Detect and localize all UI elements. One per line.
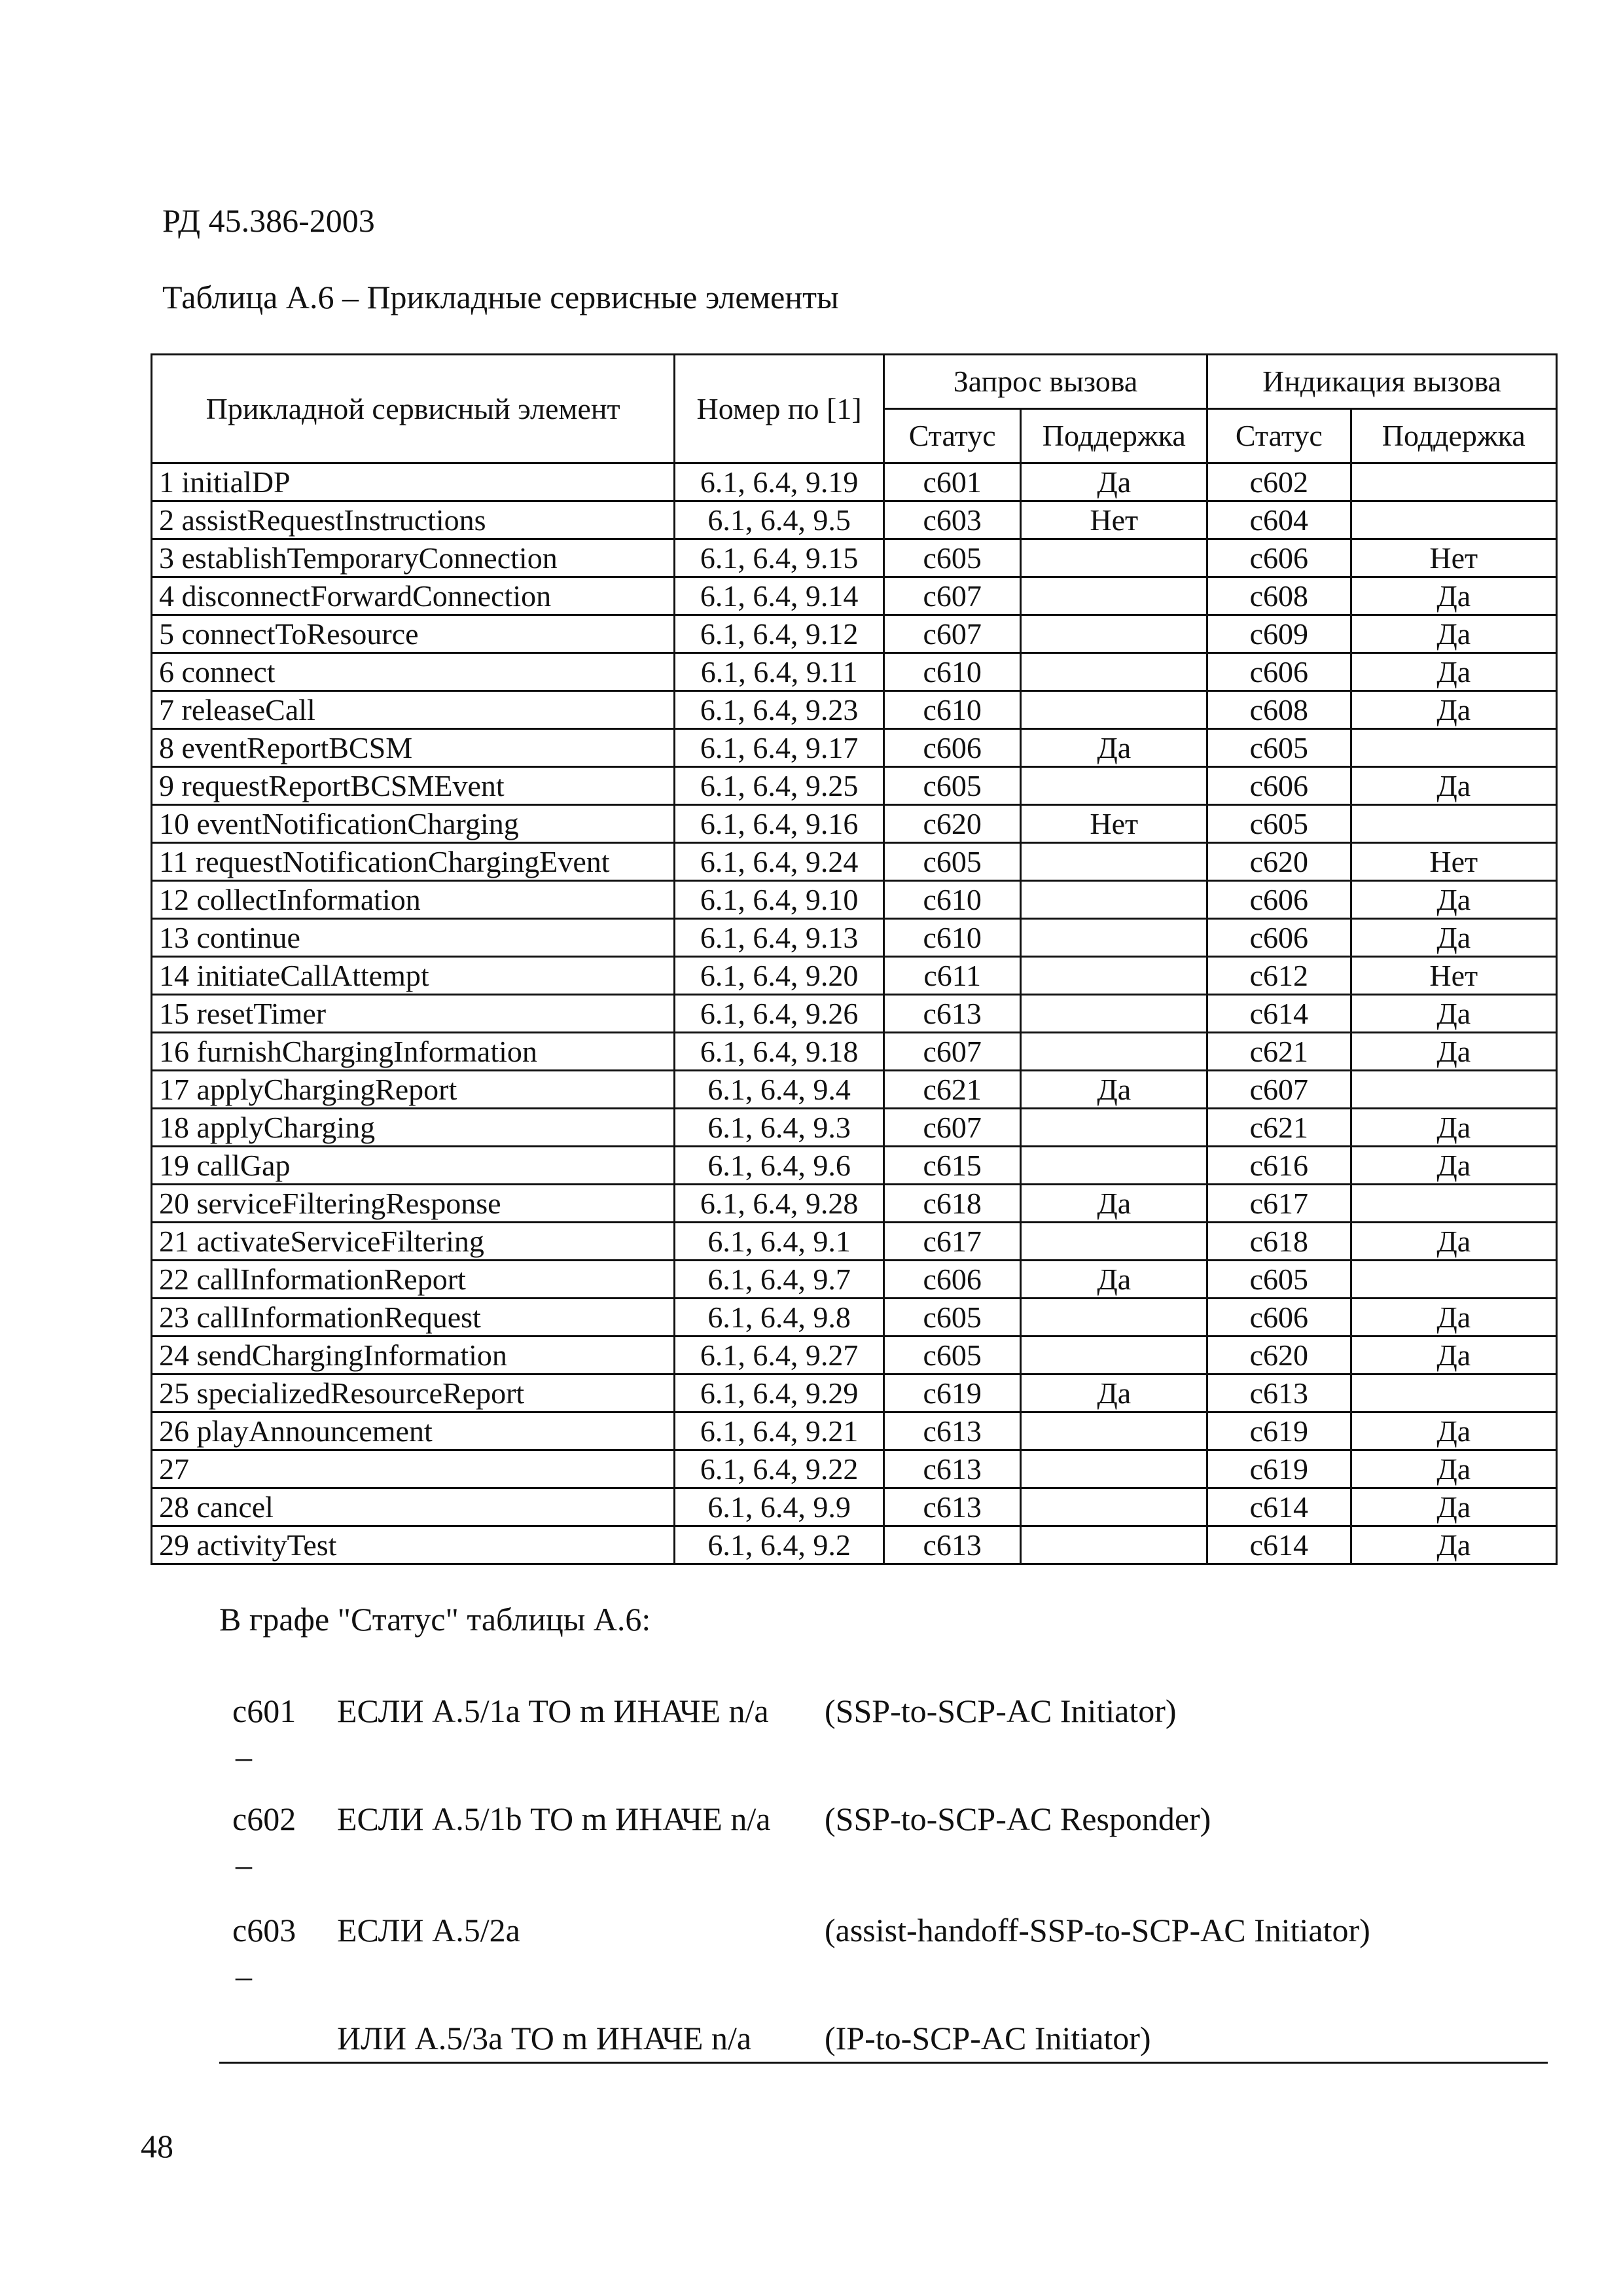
request-support-cell (1021, 1412, 1207, 1450)
request-status-cell: c606 (883, 729, 1021, 767)
indication-status-cell: c606 (1207, 539, 1351, 577)
indication-support-cell (1351, 1374, 1556, 1412)
table-row (152, 729, 1557, 767)
indication-status-cell: c612 (1207, 957, 1351, 995)
indication-status-cell: c617 (1207, 1185, 1351, 1223)
table-row (152, 1033, 1557, 1071)
element-name-cell: 23 callInformationRequest (152, 1299, 675, 1336)
element-name-cell: 11 requestNotificationChargingEvent (152, 843, 675, 881)
header-request-group: Запрос вызова (883, 355, 1207, 409)
table-row (152, 615, 1557, 653)
indication-support-cell: Да (1351, 1147, 1556, 1185)
element-name-cell: 14 initiateCallAttempt (152, 957, 675, 995)
request-support-cell (1021, 1526, 1207, 1564)
note-role: (SSP-to-SCP-AC Responder) (825, 1801, 1211, 1837)
header-request-support: Поддержка (1021, 409, 1207, 463)
indication-status-cell: c609 (1207, 615, 1351, 653)
table-row (152, 1109, 1557, 1147)
table-row (152, 881, 1557, 919)
request-status-cell: c610 (883, 881, 1021, 919)
element-name-cell: 6 connect (152, 653, 675, 691)
request-support-cell: Нет (1021, 501, 1207, 539)
element-name-cell: 2 assistRequestInstructions (152, 501, 675, 539)
request-status-cell: c603 (883, 501, 1021, 539)
request-status-cell: c610 (883, 691, 1021, 729)
request-support-cell: Да (1021, 1374, 1207, 1412)
request-status-cell: c605 (883, 539, 1021, 577)
request-support-cell (1021, 843, 1207, 881)
ref-cell: 6.1, 6.4, 9.2 (675, 1526, 884, 1564)
request-support-cell: Нет (1021, 805, 1207, 843)
note-c601 (232, 1692, 1541, 1731)
request-support-cell (1021, 1488, 1207, 1526)
request-status-cell: c610 (883, 653, 1021, 691)
table-row (152, 1336, 1557, 1374)
application-service-elements-table (151, 353, 1558, 1565)
ref-cell: 6.1, 6.4, 9.7 (675, 1261, 884, 1299)
request-status-cell: c613 (883, 1488, 1021, 1526)
ref-cell: 6.1, 6.4, 9.8 (675, 1299, 884, 1336)
request-support-cell (1021, 1450, 1207, 1488)
element-name-cell: 28 cancel (152, 1488, 675, 1526)
table-row (152, 805, 1557, 843)
indication-support-cell (1351, 805, 1556, 843)
element-name-cell: 5 connectToResource (152, 615, 675, 653)
request-support-cell (1021, 957, 1207, 995)
table-row (152, 767, 1557, 805)
request-support-cell (1021, 881, 1207, 919)
table-row (152, 577, 1557, 615)
ref-cell: 6.1, 6.4, 9.5 (675, 501, 884, 539)
indication-status-cell: c616 (1207, 1147, 1351, 1185)
table-row (152, 919, 1557, 957)
indication-status-cell: c605 (1207, 729, 1351, 767)
ref-cell: 6.1, 6.4, 9.17 (675, 729, 884, 767)
table-row (152, 1488, 1557, 1526)
indication-support-cell: Нет (1351, 843, 1556, 881)
note-code: c602 (232, 1801, 296, 1837)
indication-status-cell: c621 (1207, 1109, 1351, 1147)
header-indication-group: Индикация вызова (1207, 355, 1557, 409)
table-row (152, 1261, 1557, 1299)
request-support-cell (1021, 1223, 1207, 1261)
indication-support-cell: Да (1351, 1336, 1556, 1374)
request-status-cell: c613 (883, 1526, 1021, 1564)
indication-support-cell (1351, 1071, 1556, 1109)
note-dash: – (236, 1846, 252, 1883)
ref-cell: 6.1, 6.4, 9.18 (675, 1033, 884, 1071)
request-support-cell: Да (1021, 729, 1207, 767)
ref-cell: 6.1, 6.4, 9.21 (675, 1412, 884, 1450)
note-role: (SSP-to-SCP-AC Initiator) (825, 1693, 1177, 1729)
indication-support-cell (1351, 1261, 1556, 1299)
request-status-cell: c613 (883, 995, 1021, 1033)
element-name-cell: 27 (152, 1450, 675, 1488)
element-name-cell: 15 resetTimer (152, 995, 675, 1033)
element-name-cell: 21 activateServiceFiltering (152, 1223, 675, 1261)
indication-status-cell: c620 (1207, 1336, 1351, 1374)
request-support-cell (1021, 691, 1207, 729)
ref-cell: 6.1, 6.4, 9.25 (675, 767, 884, 805)
note-c603-continued (232, 2019, 1541, 2058)
element-name-cell: 1 initialDP (152, 463, 675, 501)
indication-support-cell: Да (1351, 1299, 1556, 1336)
note-role: (assist-handoff-SSP-to-SCP-AC Initiator) (825, 1912, 1370, 1948)
indication-support-cell: Да (1351, 881, 1556, 919)
indication-support-cell (1351, 501, 1556, 539)
request-status-cell: c607 (883, 615, 1021, 653)
indication-status-cell: c605 (1207, 805, 1351, 843)
request-support-cell: Да (1021, 1261, 1207, 1299)
indication-support-cell: Нет (1351, 539, 1556, 577)
request-support-cell (1021, 919, 1207, 957)
element-name-cell: 29 activityTest (152, 1526, 675, 1564)
ref-cell: 6.1, 6.4, 9.13 (675, 919, 884, 957)
page-number: 48 (141, 2128, 173, 2164)
request-status-cell: c617 (883, 1223, 1021, 1261)
indication-support-cell: Да (1351, 995, 1556, 1033)
element-name-cell: 16 furnishChargingInformation (152, 1033, 675, 1071)
note-code: c603 (232, 1912, 296, 1948)
ref-cell: 6.1, 6.4, 9.22 (675, 1450, 884, 1488)
table-row (152, 843, 1557, 881)
request-status-cell: c607 (883, 577, 1021, 615)
ref-cell: 6.1, 6.4, 9.26 (675, 995, 884, 1033)
request-support-cell: Да (1021, 1185, 1207, 1223)
table-body (152, 463, 1557, 1564)
ref-cell: 6.1, 6.4, 9.10 (675, 881, 884, 919)
request-support-cell (1021, 539, 1207, 577)
request-status-cell: c618 (883, 1185, 1021, 1223)
request-support-cell (1021, 1033, 1207, 1071)
indication-status-cell: c606 (1207, 653, 1351, 691)
indication-support-cell: Да (1351, 1109, 1556, 1147)
indication-status-cell: c608 (1207, 691, 1351, 729)
request-support-cell (1021, 1299, 1207, 1336)
indication-status-cell: c618 (1207, 1223, 1351, 1261)
ref-cell: 6.1, 6.4, 9.12 (675, 615, 884, 653)
request-support-cell (1021, 653, 1207, 691)
indication-support-cell: Нет (1351, 957, 1556, 995)
indication-support-cell: Да (1351, 1223, 1556, 1261)
request-support-cell (1021, 615, 1207, 653)
ref-cell: 6.1, 6.4, 9.24 (675, 843, 884, 881)
element-name-cell: 7 releaseCall (152, 691, 675, 729)
header-indication-status: Статус (1207, 409, 1351, 463)
ref-cell: 6.1, 6.4, 9.1 (675, 1223, 884, 1261)
request-status-cell: c619 (883, 1374, 1021, 1412)
element-name-cell: 17 applyChargingReport (152, 1071, 675, 1109)
table-title: Таблица А.6 – Прикладные сервисные элементы (162, 279, 839, 315)
note-condition: ЕСЛИ А.5/1а ТО m ИНАЧЕ n/a (337, 1693, 769, 1729)
indication-status-cell: c614 (1207, 1526, 1351, 1564)
ref-cell: 6.1, 6.4, 9.20 (675, 957, 884, 995)
indication-support-cell: Да (1351, 577, 1556, 615)
table-row (152, 1526, 1557, 1564)
request-status-cell: c613 (883, 1450, 1021, 1488)
indication-status-cell: c602 (1207, 463, 1351, 501)
ref-cell: 6.1, 6.4, 9.23 (675, 691, 884, 729)
table-row (152, 957, 1557, 995)
element-name-cell: 24 sendChargingInformation (152, 1336, 675, 1374)
indication-status-cell: c605 (1207, 1261, 1351, 1299)
table-row (152, 1147, 1557, 1185)
request-support-cell (1021, 767, 1207, 805)
request-status-cell: c611 (883, 957, 1021, 995)
table-row (152, 691, 1557, 729)
indication-status-cell: c614 (1207, 1488, 1351, 1526)
note-c602 (232, 1800, 1541, 1839)
request-support-cell (1021, 1336, 1207, 1374)
note-dash: – (236, 1958, 252, 1994)
ref-cell: 6.1, 6.4, 9.4 (675, 1071, 884, 1109)
element-name-cell: 12 collectInformation (152, 881, 675, 919)
ref-cell: 6.1, 6.4, 9.14 (675, 577, 884, 615)
indication-support-cell (1351, 463, 1556, 501)
request-support-cell: Да (1021, 463, 1207, 501)
request-status-cell: c601 (883, 463, 1021, 501)
table-row (152, 1071, 1557, 1109)
request-status-cell: c605 (883, 767, 1021, 805)
notes-intro: В графе "Статус" таблицы А.6: (219, 1601, 651, 1638)
indication-status-cell: c604 (1207, 501, 1351, 539)
element-name-cell: 9 requestReportBCSMEvent (152, 767, 675, 805)
ref-cell: 6.1, 6.4, 9.3 (675, 1109, 884, 1147)
indication-support-cell: Да (1351, 1488, 1556, 1526)
ref-cell: 6.1, 6.4, 9.28 (675, 1185, 884, 1223)
header-indication-support: Поддержка (1351, 409, 1556, 463)
ref-cell: 6.1, 6.4, 9.29 (675, 1374, 884, 1412)
header-request-status: Статус (883, 409, 1021, 463)
horizontal-rule (219, 2062, 1548, 2064)
note-c603 (232, 1911, 1541, 1950)
table-row (152, 1223, 1557, 1261)
element-name-cell: 26 playAnnouncement (152, 1412, 675, 1450)
indication-support-cell: Да (1351, 1033, 1556, 1071)
element-name-cell: 18 applyCharging (152, 1109, 675, 1147)
indication-status-cell: c607 (1207, 1071, 1351, 1109)
request-status-cell: c605 (883, 1299, 1021, 1336)
indication-status-cell: c614 (1207, 995, 1351, 1033)
element-name-cell: 19 callGap (152, 1147, 675, 1185)
indication-status-cell: c606 (1207, 1299, 1351, 1336)
indication-support-cell: Да (1351, 767, 1556, 805)
ref-cell: 6.1, 6.4, 9.27 (675, 1336, 884, 1374)
indication-support-cell: Да (1351, 653, 1556, 691)
request-status-cell: c615 (883, 1147, 1021, 1185)
note-code: c601 (232, 1693, 296, 1729)
ref-cell: 6.1, 6.4, 9.19 (675, 463, 884, 501)
note-dash: – (236, 1738, 252, 1775)
indication-support-cell: Да (1351, 919, 1556, 957)
table-row (152, 1374, 1557, 1412)
request-support-cell: Да (1021, 1071, 1207, 1109)
table-row (152, 995, 1557, 1033)
table-row (152, 501, 1557, 539)
table-row (152, 1299, 1557, 1336)
table-row (152, 1185, 1557, 1223)
note-condition: ЕСЛИ А.5/1b ТО m ИНАЧЕ n/a (337, 1801, 771, 1837)
indication-status-cell: c608 (1207, 577, 1351, 615)
element-name-cell: 22 callInformationReport (152, 1261, 675, 1299)
indication-support-cell: Да (1351, 615, 1556, 653)
request-status-cell: c606 (883, 1261, 1021, 1299)
ref-cell: 6.1, 6.4, 9.9 (675, 1488, 884, 1526)
table-row (152, 1412, 1557, 1450)
element-name-cell: 3 establishTemporaryConnection (152, 539, 675, 577)
indication-support-cell: Да (1351, 1412, 1556, 1450)
ref-cell: 6.1, 6.4, 9.16 (675, 805, 884, 843)
indication-status-cell: c613 (1207, 1374, 1351, 1412)
table-row (152, 463, 1557, 501)
request-status-cell: c620 (883, 805, 1021, 843)
table-row (152, 539, 1557, 577)
indication-support-cell: Да (1351, 1526, 1556, 1564)
indication-status-cell: c619 (1207, 1450, 1351, 1488)
element-name-cell: 10 eventNotificationCharging (152, 805, 675, 843)
ref-cell: 6.1, 6.4, 9.6 (675, 1147, 884, 1185)
ref-cell: 6.1, 6.4, 9.15 (675, 539, 884, 577)
element-name-cell: 25 specializedResourceReport (152, 1374, 675, 1412)
indication-support-cell: Да (1351, 691, 1556, 729)
request-support-cell (1021, 995, 1207, 1033)
table-row (152, 653, 1557, 691)
indication-status-cell: c606 (1207, 767, 1351, 805)
indication-support-cell: Да (1351, 1450, 1556, 1488)
note-condition: ЕСЛИ А.5/2а (337, 1912, 520, 1948)
note-role: (IP-to-SCP-AC Initiator) (825, 2020, 1151, 2056)
indication-support-cell (1351, 729, 1556, 767)
header-element: Прикладной сервисный элемент (152, 355, 675, 463)
request-status-cell: c607 (883, 1109, 1021, 1147)
request-support-cell (1021, 1147, 1207, 1185)
request-status-cell: c605 (883, 1336, 1021, 1374)
indication-support-cell (1351, 1185, 1556, 1223)
indication-status-cell: c621 (1207, 1033, 1351, 1071)
indication-status-cell: c606 (1207, 919, 1351, 957)
request-support-cell (1021, 577, 1207, 615)
indication-status-cell: c606 (1207, 881, 1351, 919)
request-status-cell: c605 (883, 843, 1021, 881)
table-row (152, 1450, 1557, 1488)
request-status-cell: c607 (883, 1033, 1021, 1071)
element-name-cell: 20 serviceFilteringResponse (152, 1185, 675, 1223)
note-condition: ИЛИ А.5/3а ТО m ИНАЧЕ n/a (337, 2020, 752, 2056)
indication-status-cell: c620 (1207, 843, 1351, 881)
element-name-cell: 13 continue (152, 919, 675, 957)
document-code: РД 45.386-2003 (162, 202, 375, 239)
element-name-cell: 8 eventReportBCSM (152, 729, 675, 767)
header-ref: Номер по [1] (675, 355, 884, 463)
request-status-cell: c621 (883, 1071, 1021, 1109)
request-status-cell: c610 (883, 919, 1021, 957)
ref-cell: 6.1, 6.4, 9.11 (675, 653, 884, 691)
indication-status-cell: c619 (1207, 1412, 1351, 1450)
element-name-cell: 4 disconnectForwardConnection (152, 577, 675, 615)
request-support-cell (1021, 1109, 1207, 1147)
request-status-cell: c613 (883, 1412, 1021, 1450)
